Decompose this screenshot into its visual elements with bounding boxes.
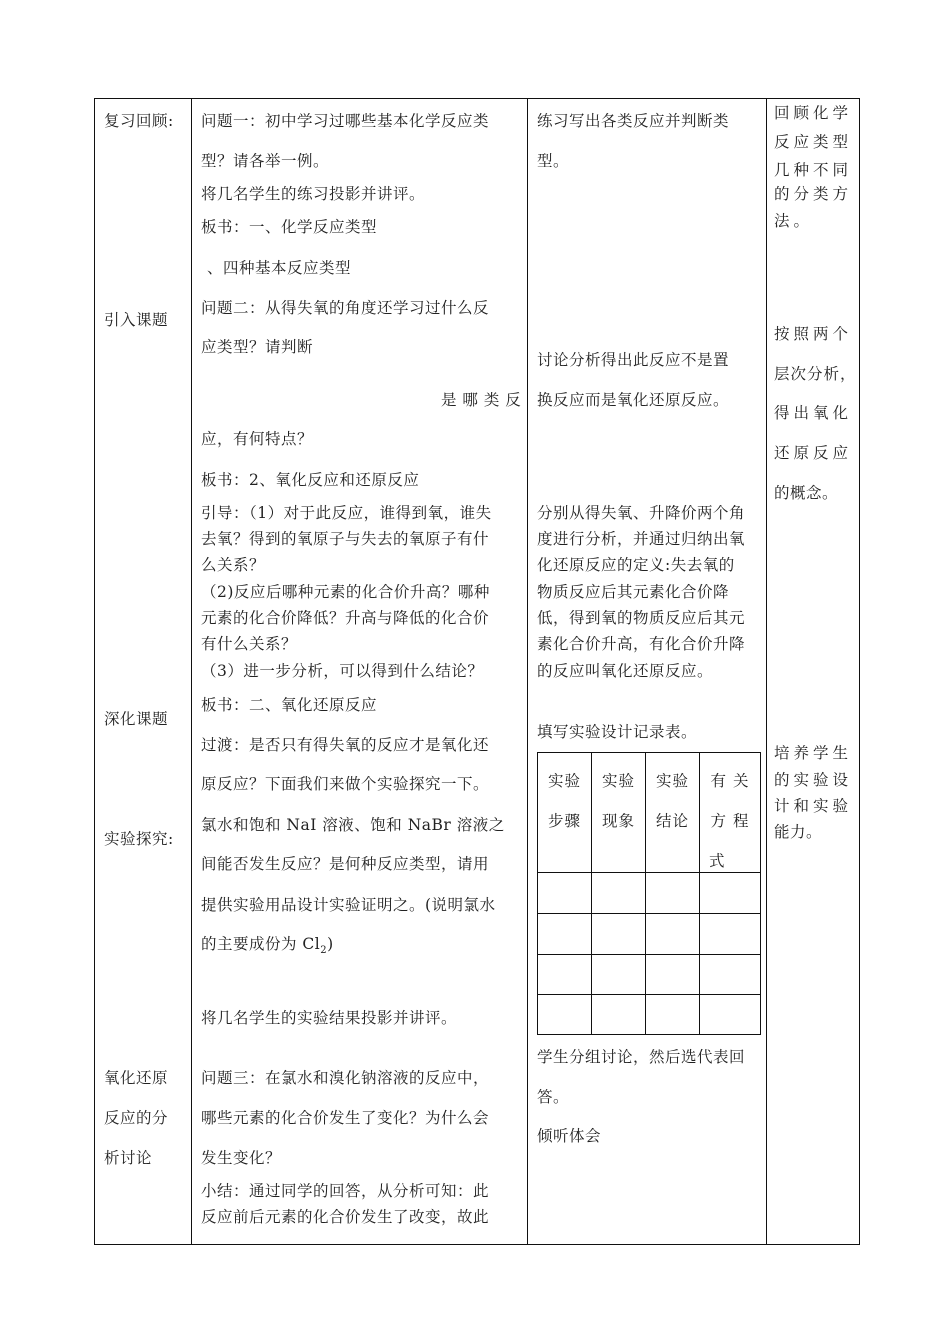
define-line: 物质反应后其元素化合价降 xyxy=(537,583,730,601)
table-row-divider xyxy=(538,913,760,914)
question-2-line2: 应类型？请判断 xyxy=(201,338,314,356)
section-experiment: 实验探究: xyxy=(104,830,174,848)
table-header-conclusion xyxy=(646,761,699,841)
table-header-steps xyxy=(538,761,591,841)
table-header-phenomena xyxy=(592,761,645,841)
project-note-2: 将几名学生的实验结果投影并讲评。 xyxy=(201,1009,458,1027)
transition-line: 间能否发生反应？是何种反应类型，请用 xyxy=(201,855,490,873)
column-divider xyxy=(527,98,528,1245)
define-line: 低，得到氧的物质反应后其元 xyxy=(537,609,746,627)
table-row-divider xyxy=(538,994,760,995)
header-text: 实验 xyxy=(601,772,635,790)
discuss-line: 换反应而是氧化还原反应。 xyxy=(537,391,730,409)
summary-line: 小结：通过同学的回答，从分析可知：此 xyxy=(201,1182,490,1200)
header-text: 现象 xyxy=(601,812,635,830)
header-text: 方 程 xyxy=(710,812,750,830)
header-text: 实验 xyxy=(655,772,689,790)
section-analysis-1: 氧化还原 xyxy=(104,1069,169,1087)
board-note-3: 板书：二、氧化还原反应 xyxy=(201,696,378,714)
header-text: 实验 xyxy=(547,772,581,790)
practice-line: 型。 xyxy=(537,152,570,170)
header-text: 结论 xyxy=(655,812,689,830)
section-analysis-2: 反应的分 xyxy=(104,1109,169,1127)
purpose-line: 层次分析， xyxy=(774,365,857,383)
purpose-line: 培养学生 xyxy=(774,744,853,762)
experiment-record-table xyxy=(537,752,761,1035)
column-divider xyxy=(766,98,767,1245)
purpose-line: 反应类型 xyxy=(774,133,853,151)
chlorine-subscript: 2 xyxy=(320,945,328,957)
section-deepen: 深化课题 xyxy=(104,710,169,728)
chlorine-text: 的主要成份为 Cl xyxy=(201,935,321,953)
purpose-line: 得出氧化 xyxy=(774,404,853,422)
table-row-divider xyxy=(538,954,760,955)
define-line: 的反应叫氧化还原反应。 xyxy=(537,662,714,680)
header-text: 步骤 xyxy=(547,812,581,830)
question-3-line: 哪些元素的化合价发生了变化？为什么会 xyxy=(201,1109,490,1127)
purpose-line: 还原反应 xyxy=(774,444,853,462)
transition-line: 原反应？下面我们来做个实验探究一下。 xyxy=(201,775,490,793)
question-2-line3: 是 哪 类 反 xyxy=(441,391,522,409)
purpose-line: 的分类方 xyxy=(774,185,853,203)
chlorine-line xyxy=(201,934,334,961)
section-analysis-3: 析讨论 xyxy=(104,1149,153,1167)
purpose-line: 法。 xyxy=(774,212,814,230)
summary-line: 反应前后元素的化合价发生了改变，故此 xyxy=(201,1208,490,1226)
guide-line: 去氧？得到的氧原子与失去的氧原子有什 xyxy=(201,530,490,548)
define-line: 度进行分析，并通过归纳出氧 xyxy=(537,530,746,548)
header-text: 有 关 xyxy=(710,772,750,790)
guide-line: 有什么关系？ xyxy=(201,635,298,653)
question-3-line: 发生变化？ xyxy=(201,1149,282,1167)
define-line: 分别从得失氧、升降价两个角 xyxy=(537,504,746,522)
purpose-line: 几种不同 xyxy=(774,161,853,179)
purpose-line: 的实验设 xyxy=(774,771,853,789)
project-note-1: 将几名学生的练习投影并讲评。 xyxy=(201,185,426,203)
guide-line: 么关系？ xyxy=(201,556,266,574)
guide-line: 元素的化合价降低？升高与降低的化合价 xyxy=(201,609,490,627)
section-intro: 引入课题 xyxy=(104,311,169,329)
guide-line: 引导：（1）对于此反应，谁得到氧，谁失 xyxy=(201,504,492,522)
purpose-line: 能力。 xyxy=(774,823,823,841)
discuss-line: 讨论分析得出此反应不是置 xyxy=(537,351,730,369)
question-2-line4: 应，有何特点？ xyxy=(201,430,314,448)
define-line: 素化合价升高，有化合价升降 xyxy=(537,635,746,653)
header-text: 式 xyxy=(709,852,726,870)
question-2-line1: 问题二：从得失氧的角度还学习过什么反 xyxy=(201,299,490,317)
transition-line: 过渡：是否只有得失氧的反应才是氧化还 xyxy=(201,736,490,754)
practice-line: 练习写出各类反应并判断类 xyxy=(537,112,730,130)
board-note-1: 板书：一、化学反应类型 xyxy=(201,218,378,236)
group-line: 答。 xyxy=(537,1088,570,1106)
board-note-1b: 、四种基本反应类型 xyxy=(207,259,352,277)
question-1-line2: 型？请各举一例。 xyxy=(201,152,330,170)
fill-table-note: 填写实验设计记录表。 xyxy=(537,723,698,741)
define-line: 化还原反应的定义:失去氧的 xyxy=(537,556,735,574)
question-3-line: 问题三：在氯水和溴化钠溶液的反应中， xyxy=(201,1069,490,1087)
section-review: 复习回顾: xyxy=(104,112,174,130)
chlorine-paren: ) xyxy=(327,935,334,953)
listen-note: 倾听体会 xyxy=(537,1127,602,1145)
purpose-line: 的概念。 xyxy=(774,484,839,502)
purpose-line: 按照两个 xyxy=(774,325,853,343)
column-divider xyxy=(191,98,192,1245)
transition-line: 提供实验用品设计实验证明之。(说明氯水 xyxy=(201,896,496,914)
purpose-line: 回顾化学 xyxy=(774,104,853,122)
board-note-2: 板书：2、氧化反应和还原反应 xyxy=(201,471,420,489)
transition-line: 氯水和饱和 NaI 溶液、饱和 NaBr 溶液之 xyxy=(201,816,505,834)
question-1-line1: 问题一：初中学习过哪些基本化学反应类 xyxy=(201,112,490,130)
group-line: 学生分组讨论，然后选代表回 xyxy=(537,1048,746,1066)
table-header-equation xyxy=(700,761,760,881)
guide-line: （3）进一步分析，可以得到什么结论？ xyxy=(201,662,484,680)
purpose-line: 计和实验 xyxy=(774,797,853,815)
guide-line: （2)反应后哪种元素的化合价升高？哪种 xyxy=(201,583,490,601)
